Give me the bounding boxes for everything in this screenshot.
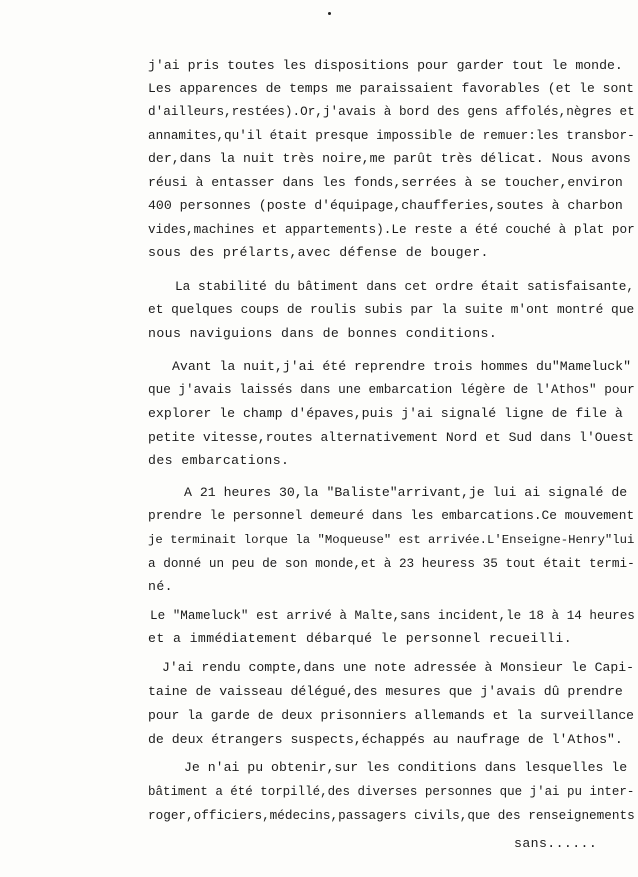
text-line: pour la garde de deux prisonniers allemands et la surveillance bbox=[148, 708, 635, 723]
text-line: sous des prélarts,avec défense de bouger. bbox=[148, 245, 489, 260]
text-line: sans...... bbox=[514, 836, 598, 851]
text-line: de deux étrangers suspects,échappés au naufrage de l'Athos". bbox=[148, 732, 623, 747]
text-line: der,dans la nuit très noire,me parût très délicat. Nous avons bbox=[148, 151, 631, 166]
text-line: A 21 heures 30,la "Baliste"arrivant,je lui ai signalé de bbox=[184, 485, 628, 500]
text-line: né. bbox=[148, 579, 173, 594]
text-line: j'ai pris toutes les dispositions pour garder tout le monde. bbox=[148, 58, 623, 73]
text-line: Je n'ai pu obtenir,sur les conditions dans lesquelles le bbox=[184, 760, 628, 775]
text-line: a donné un peu de son monde,et à 23 heuress 35 tout était termi- bbox=[148, 556, 635, 571]
paper-mark bbox=[328, 12, 331, 15]
text-line: que j'avais laissés dans une embarcation légère de l'Athos" pour bbox=[148, 382, 635, 397]
text-line: J'ai rendu compte,dans une note adressée à Monsieur le Capi- bbox=[162, 660, 635, 675]
text-line: et a immédiatement débarqué le personnel recueilli. bbox=[148, 631, 573, 646]
text-line: réusi à entasser dans les fonds,serrées à se toucher,environ bbox=[148, 175, 623, 190]
text-line: Les apparences de temps me paraissaient favorables (et le sont bbox=[148, 81, 635, 96]
text-line: prendre le personnel demeuré dans les embarcations.Ce mouvement bbox=[148, 508, 635, 523]
text-line: d'ailleurs,restées).Or,j'avais à bord des gens affolés,nègres et bbox=[148, 104, 635, 119]
text-line: taine de vaisseau délégué,des mesures que j'avais dû prendre bbox=[148, 684, 623, 699]
text-line: La stabilité du bâtiment dans cet ordre était satisfaisante, bbox=[175, 279, 635, 294]
text-line: annamites,qu'il était presque impossible de remuer:les transbor- bbox=[148, 128, 635, 143]
text-line: vides,machines et appartements).Le reste a été couché à plat por bbox=[148, 222, 635, 237]
text-line: explorer le champ d'épaves,puis j'ai signalé ligne de file à bbox=[148, 406, 623, 421]
text-line: nous naviguions dans de bonnes conditions. bbox=[148, 326, 498, 341]
text-line: Le "Mameluck" est arrivé à Malte,sans incident,le 18 à 14 heures bbox=[150, 608, 635, 623]
text-line: et quelques coups de roulis subis par la suite m'ont montré que bbox=[148, 302, 635, 317]
text-line: je terminait lorque la "Moqueuse" est arrivée.L'Enseigne-Henry"lui bbox=[148, 533, 635, 547]
text-line: bâtiment a été torpillé,des diverses personnes que j'ai pu inter- bbox=[148, 785, 635, 799]
text-line: des embarcations. bbox=[148, 453, 290, 468]
text-line: roger,officiers,médecins,passagers civils,que des renseignements bbox=[148, 808, 635, 823]
text-line: Avant la nuit,j'ai été reprendre trois hommes du"Mameluck" bbox=[172, 359, 631, 374]
text-line: petite vitesse,routes alternativement Nord et Sud dans l'Ouest bbox=[148, 430, 635, 445]
text-line: 400 personnes (poste d'équipage,chaufferies,soutes à charbon bbox=[148, 198, 623, 213]
